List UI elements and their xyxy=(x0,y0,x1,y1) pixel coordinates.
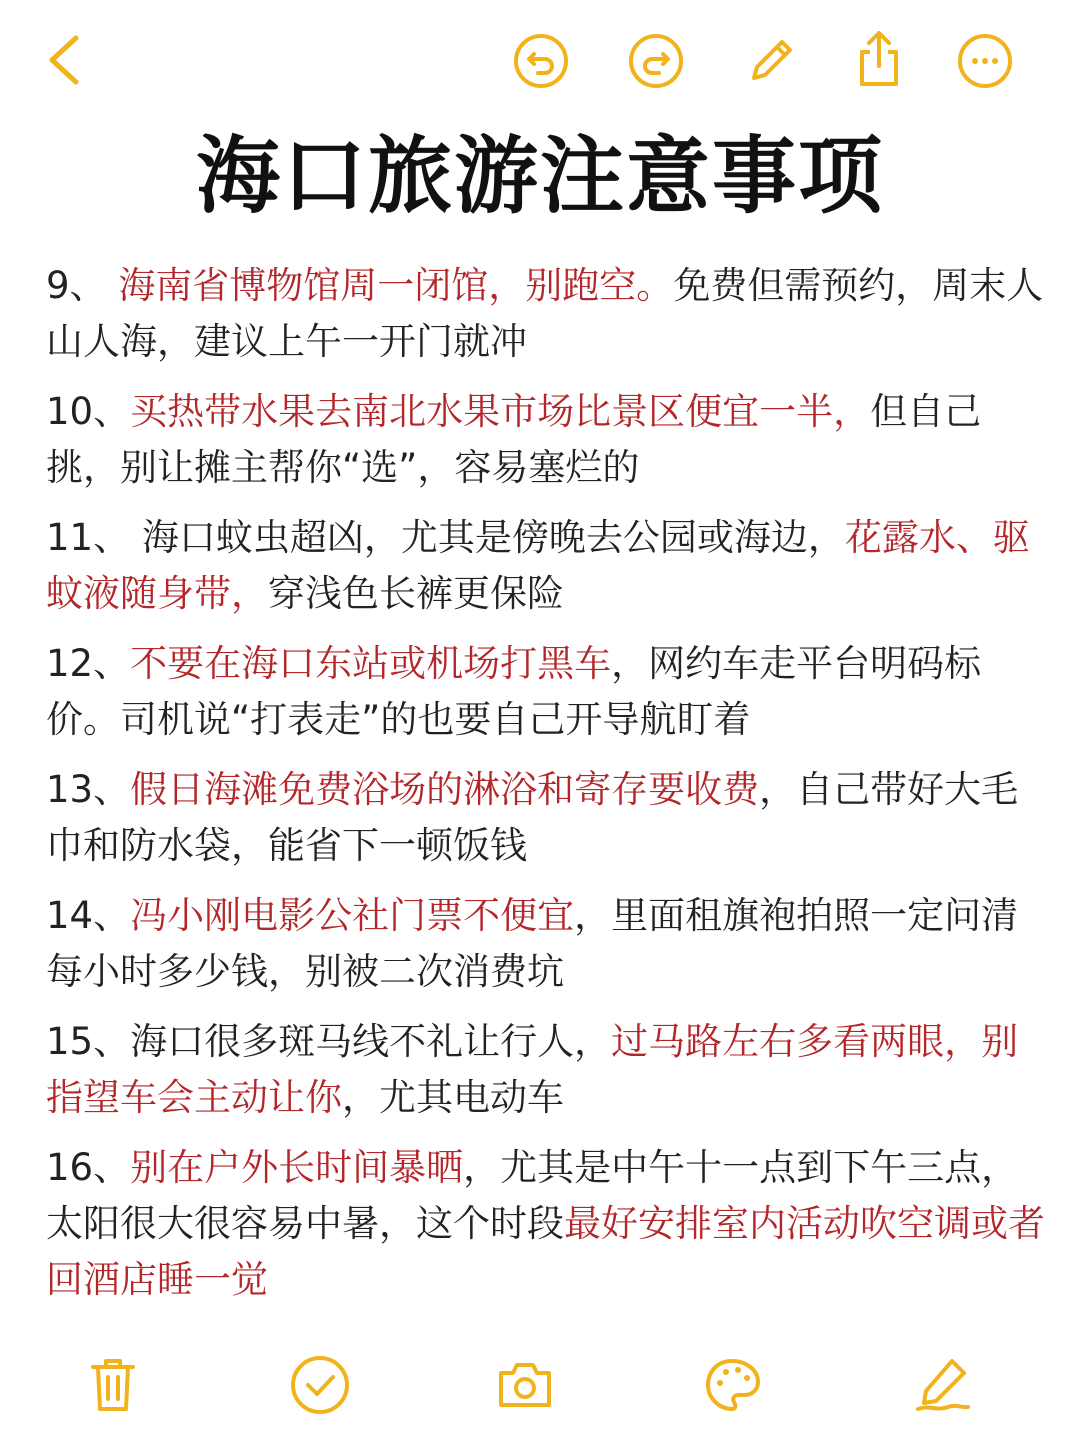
camera-icon xyxy=(495,1357,555,1413)
undo-button[interactable] xyxy=(512,32,570,90)
list-item xyxy=(46,384,1046,496)
item-highlight: 花露水、驱蚊液随身带， xyxy=(46,516,1030,615)
item-number: 16、 xyxy=(46,1146,131,1189)
item-number: 15、 xyxy=(46,1020,131,1063)
palette-button[interactable] xyxy=(698,1350,768,1420)
item-text: ，尤其是中午十一点到下午三点，太阳很大很容易中暑，这个时段 xyxy=(46,1146,1019,1245)
bottom-toolbar xyxy=(0,1350,1080,1430)
item-number: 9、 xyxy=(46,264,107,307)
top-toolbar xyxy=(0,0,1080,120)
signature-button[interactable] xyxy=(908,1350,978,1420)
item-text xyxy=(107,264,119,307)
back-button[interactable] xyxy=(34,28,94,92)
item-text: 但自己挑，别让摊主帮你“选”，容易塞烂的 xyxy=(46,390,982,489)
item-highlight: 不要在海口东站或机场打黑车 xyxy=(130,642,612,685)
item-text: 免费但需预约，周末人山人海，建议上午一开门就冲 xyxy=(46,264,1044,363)
item-highlight: 海南省博物馆周一闭馆，别跑空。 xyxy=(118,264,674,307)
item-number: 10、 xyxy=(46,390,131,433)
camera-button[interactable] xyxy=(490,1350,560,1420)
item-text: ，尤其电动车 xyxy=(342,1076,564,1119)
share-icon xyxy=(850,28,908,90)
item-highlight: 冯小刚电影公社门票不便宜 xyxy=(130,894,575,937)
palette-icon xyxy=(702,1355,764,1415)
list-item xyxy=(46,636,1046,748)
item-highlight: 别在户外长时间暴晒 xyxy=(130,1146,464,1189)
item-highlight: 假日海滩免费浴场的淋浴和寄存要收费 xyxy=(130,768,760,811)
redo-button[interactable] xyxy=(627,32,685,90)
more-icon xyxy=(956,32,1014,90)
item-number: 11、 xyxy=(46,516,131,559)
list-item xyxy=(46,888,1046,1000)
item-text: 海口蚊虫超凶，尤其是傍晚去公园或海边， xyxy=(130,516,845,559)
checklist-button[interactable] xyxy=(285,1350,355,1420)
redo-icon xyxy=(627,32,685,90)
item-text: ，自己带好大毛巾和防水袋，能省下一顿饭钱 xyxy=(46,768,1019,867)
list-item xyxy=(46,258,1046,370)
list-item xyxy=(46,1014,1046,1126)
list-item xyxy=(46,510,1046,622)
item-number: 14、 xyxy=(46,894,131,937)
more-button[interactable] xyxy=(956,32,1014,90)
item-highlight: 最好安排室内活动吹空调或者回酒店睡一觉 xyxy=(46,1202,1045,1301)
item-highlight: 过马路左右多看两眼，别指望车会主动让你 xyxy=(46,1020,1019,1119)
item-highlight: 买热带水果去南北水果市场比景区便宜一半， xyxy=(130,390,871,433)
back-icon xyxy=(42,30,86,90)
note-body[interactable] xyxy=(46,258,1046,1322)
item-number: 13、 xyxy=(46,768,131,811)
trash-icon xyxy=(85,1355,141,1415)
note-title[interactable]: 海口旅游注意事项 xyxy=(195,127,884,225)
item-text: 穿浅色长裤更保险 xyxy=(268,572,564,615)
item-number: 12、 xyxy=(46,642,131,685)
item-text: ，里面租旗袍拍照一定问清每小时多少钱，别被二次消费坑 xyxy=(46,894,1019,993)
pencil-icon xyxy=(742,32,800,90)
undo-icon xyxy=(512,32,570,90)
list-item xyxy=(46,1140,1046,1308)
share-button[interactable] xyxy=(850,28,908,90)
checkmark-icon xyxy=(289,1354,351,1416)
delete-button[interactable] xyxy=(78,1350,148,1420)
signature-icon xyxy=(912,1355,974,1415)
list-item xyxy=(46,762,1046,874)
edit-button[interactable] xyxy=(742,32,800,90)
item-text: ，网约车走平台明码标价。司机说“打表走”的也要自己开导航盯着 xyxy=(46,642,982,741)
item-text: 海口很多斑马线不礼让行人， xyxy=(130,1020,612,1063)
